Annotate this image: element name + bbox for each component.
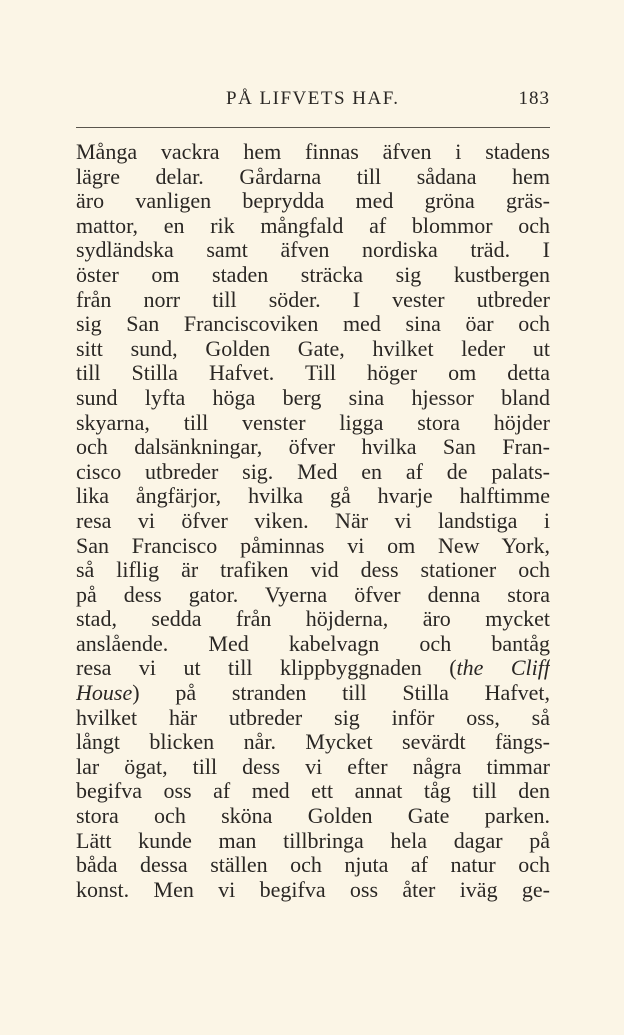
text-line: cisco utbreder sig. Med en af de palats- <box>76 459 550 484</box>
text-line: sitt sund, Golden Gate, hvilket leder ut <box>76 336 550 361</box>
text-line: lar ögat, till dess vi efter några timmar <box>76 754 550 779</box>
text-line: konst. Men vi begifva oss åter iväg ge- <box>76 877 550 902</box>
italic-phrase: the Cliff <box>456 656 550 681</box>
text-line: Lätt kunde man tillbringa hela dagar på <box>76 828 550 853</box>
text-line: båda dessa ställen och njuta af natur och <box>76 853 550 878</box>
body-text <box>76 140 550 902</box>
page-number: 183 <box>518 88 550 109</box>
text-line: stad, sedda från höjderna, äro mycket <box>76 607 550 632</box>
text-line: på dess gator. Vyerna öfver denna stora <box>76 582 550 607</box>
text-line: till Stilla Hafvet. Till höger om detta <box>76 361 550 386</box>
text-line: lägre delar. Gårdarna till sådana hem <box>76 164 550 189</box>
text-segment: resa vi ut till klippbyggnaden ( <box>76 656 457 681</box>
text-line: resa vi öfver viken. När vi landstiga i <box>76 508 550 533</box>
text-line: sig San Franciscoviken med sina öar och <box>76 312 550 337</box>
text-line: stora och sköna Golden Gate parken. <box>76 804 550 829</box>
text-line: och dalsänkningar, öfver hvilka San Fran- <box>76 435 550 460</box>
text-line: långt blicken når. Mycket sevärdt fängs- <box>76 730 550 755</box>
text-line: från norr till söder. I vester utbreder <box>76 287 550 312</box>
text-line-with-italic <box>76 681 550 706</box>
text-line: lika ångfärjor, hvilka gå hvarje halftimme <box>76 484 550 509</box>
text-segment: ) på stranden till Stilla Hafvet, <box>132 681 550 706</box>
text-line: skyarna, till venster ligga stora höjder <box>76 410 550 435</box>
running-head <box>76 88 550 114</box>
text-line: så liflig är trafiken vid dess stationer och <box>76 558 550 583</box>
text-line: sydländska samt äfven nordiska träd. I <box>76 238 550 263</box>
text-line: öster om staden sträcka sig kustbergen <box>76 262 550 287</box>
text-line: hvilket här utbreder sig inför oss, så <box>76 705 550 730</box>
text-line: mattor, en rik mångfald af blommor och <box>76 213 550 238</box>
text-line-with-italic <box>76 656 550 681</box>
header-rule <box>76 127 550 128</box>
italic-phrase: House <box>76 681 133 706</box>
text-line: San Francisco påminnas vi om New York, <box>76 533 550 558</box>
text-line: äro vanligen beprydda med gröna gräs- <box>76 189 550 214</box>
text-line: anslående. Med kabelvagn och bantåg <box>76 631 550 656</box>
running-title: PÅ LIFVETS HAF. <box>226 88 400 109</box>
text-line: begifva oss af med ett annat tåg till den <box>76 779 550 804</box>
text-line: sund lyfta höga berg sina hjessor bland <box>76 385 550 410</box>
text-line: Många vackra hem finnas äfven i stadens <box>76 140 550 164</box>
